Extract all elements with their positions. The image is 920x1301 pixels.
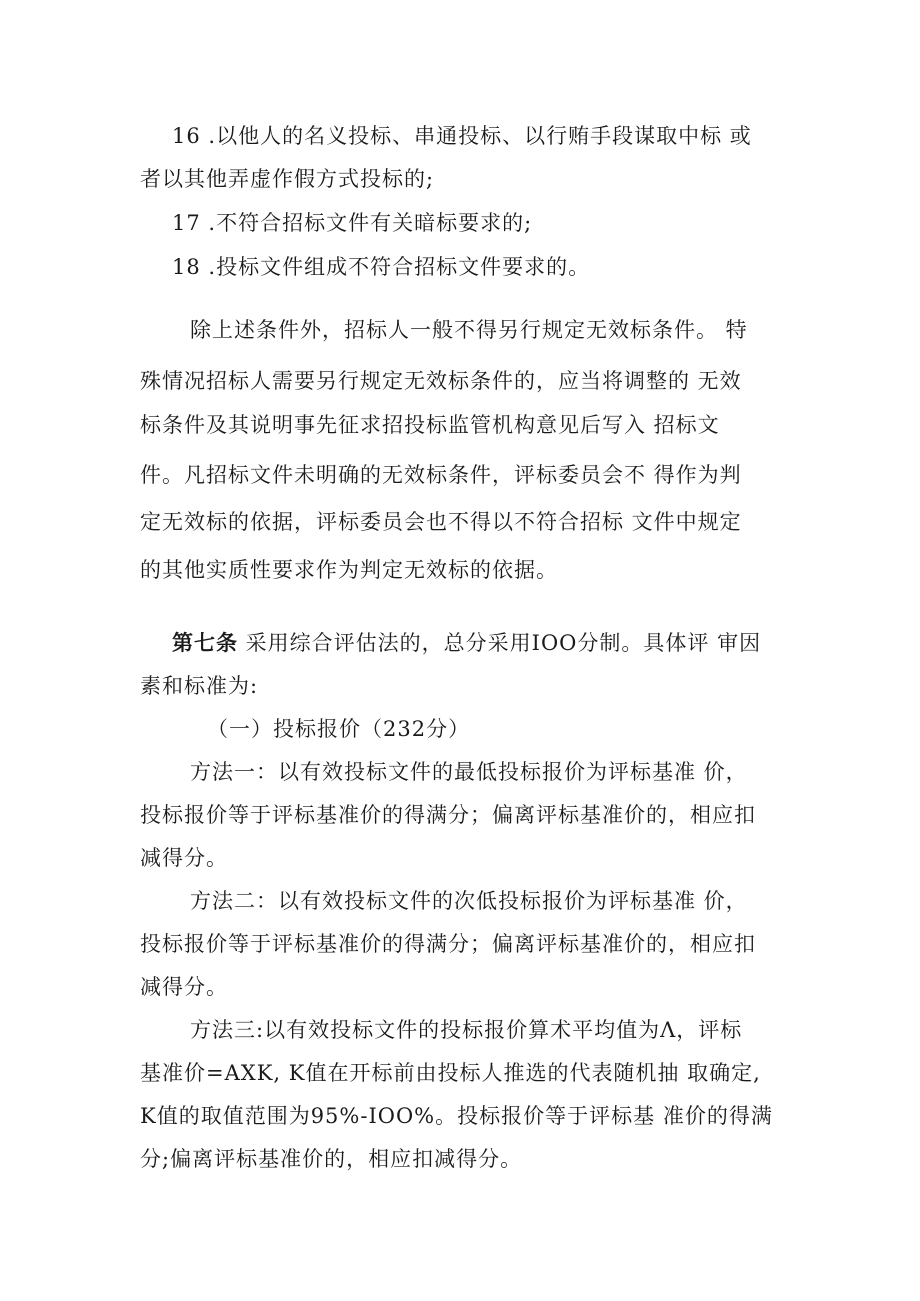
item-16-line-1: 16 .以他人的名义投标、串通投标、以行贿手段谋取中标 或 (172, 124, 752, 148)
article-7-line-2: 素和标准为: (140, 674, 259, 698)
method-2-line-1: 方法二：以有效投标文件的次低投标报价为评标基准 价， (190, 889, 748, 913)
method-3-line-1: 方法三:以有效投标文件的投标报价算术平均值为Λ，评标 (190, 1018, 743, 1042)
item-18: 18 .投标文件组成不符合招标文件要求的。 (172, 255, 591, 279)
method-1-line-2: 投标报价等于评标基准价的得满分；偏离评标基准价的，相应扣 (140, 803, 756, 827)
item-17: 17 .不符合招标文件有关暗标要求的; (172, 211, 533, 235)
method-1-line-1: 方法一：以有效投标文件的最低投标报价为评标基准 价， (190, 760, 748, 784)
invalid-bid-paragraph-line-6: 的其他实质性要求作为判定无效标的依据。 (140, 558, 558, 582)
method-2-line-3: 减得分。 (140, 975, 228, 999)
article-7-subheading: （一）投标报价（232分） (207, 717, 471, 741)
method-3-line-3: K值的取值范围为95%-IOO%。投标报价等于评标基 准价的得满 (140, 1104, 773, 1128)
method-3-line-4: 分;偏离评标基准价的，相应扣减得分。 (140, 1147, 523, 1171)
method-1-line-3: 减得分。 (140, 846, 228, 870)
invalid-bid-paragraph-line-3: 标条件及其说明事先征求招投标监管机构意见后写入 招标文 (140, 413, 720, 437)
article-7-line-1 (172, 629, 761, 657)
method-3-line-2: 基准价=AXK, K值在开标前由投标人推选的代表随机抽 取确定, (140, 1061, 761, 1085)
invalid-bid-paragraph-line-2: 殊情况招标人需要另行规定无效标条件的，应当将调整的 无效 (140, 369, 742, 393)
invalid-bid-paragraph-line-1: 除上述条件外，招标人一般不得另行规定无效标条件。 特 (190, 318, 748, 342)
method-2-line-2: 投标报价等于评标基准价的得满分；偏离评标基准价的，相应扣 (140, 932, 756, 956)
item-16-line-2: 者以其他弄虚作假方式投标的; (140, 167, 435, 191)
article-7-line-1-text: 采用综合评估法的，总分采用IOO分制。具体评 审因 (238, 631, 762, 655)
article-7-heading: 第七条 (172, 630, 238, 655)
invalid-bid-paragraph-line-4: 件。凡招标文件未明确的无效标条件，评标委员会不 得作为判 (140, 463, 742, 487)
invalid-bid-paragraph-line-5: 定无效标的依据，评标委员会也不得以不符合招标 文件中规定 (140, 510, 742, 534)
